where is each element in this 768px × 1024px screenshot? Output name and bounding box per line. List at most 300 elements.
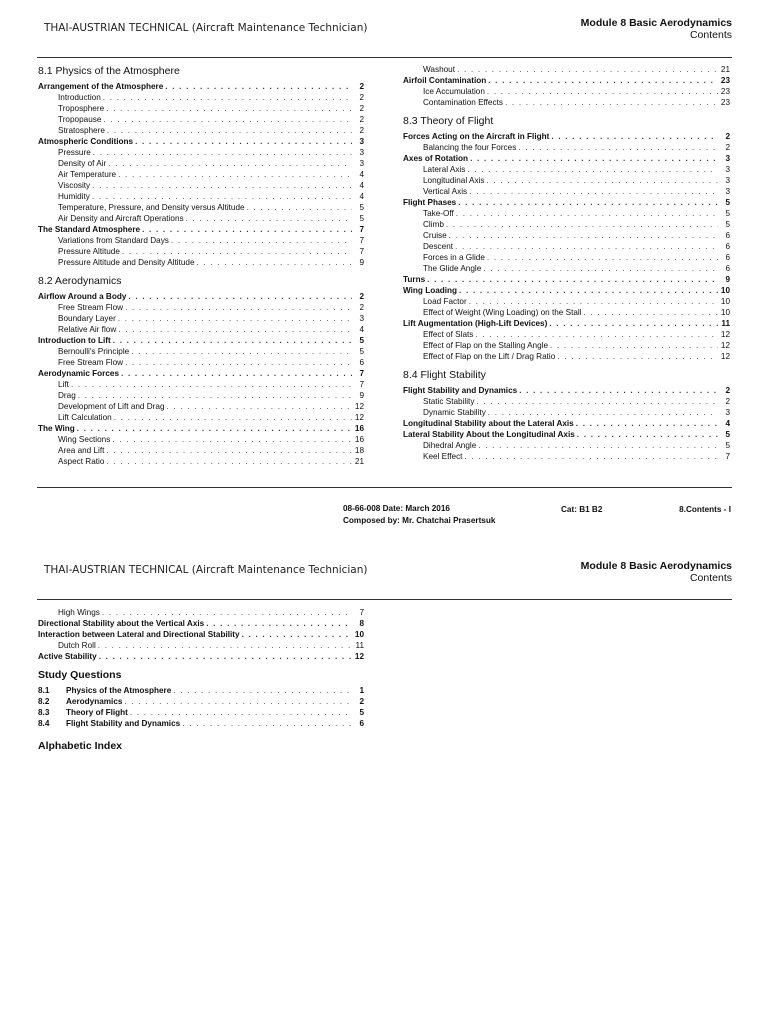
toc-entry-main[interactable] (38, 618, 364, 629)
toc-entry-sub[interactable] (38, 412, 364, 423)
toc-leader-dots (128, 291, 352, 302)
toc-entry-title: Lift Calculation (58, 413, 112, 422)
toc-entry-sub[interactable] (38, 235, 364, 246)
toc-entry-title: Airflow Around a Body (38, 292, 127, 301)
toc-entry-main[interactable] (403, 429, 730, 440)
toc-page-number: 21 (720, 65, 730, 74)
toc-entry-sub[interactable] (38, 401, 364, 412)
toc-entry-title: Load Factor (423, 297, 467, 306)
toc-leader-dots (488, 75, 718, 86)
toc-leader-dots (125, 357, 352, 368)
toc-page-number: 2 (359, 115, 364, 124)
toc-entry-title: Area and Lift (58, 446, 105, 455)
toc-leader-dots (449, 230, 718, 241)
toc-leader-dots (518, 142, 718, 153)
toc-leader-dots (118, 169, 352, 180)
toc-leader-dots (483, 263, 718, 274)
header-section-label-2: Contents (689, 572, 732, 584)
toc-leader-dots (469, 296, 718, 307)
toc-page-number: 5 (725, 220, 730, 229)
toc-entry-sub[interactable] (403, 208, 730, 219)
toc-entry-sub[interactable] (38, 445, 364, 456)
toc-leader-dots (106, 445, 352, 456)
toc-entry-sub[interactable] (403, 175, 730, 186)
toc-page-number: 7 (359, 369, 364, 378)
toc-entry-sub[interactable] (38, 390, 364, 401)
toc-page-number: 9 (359, 391, 364, 400)
toc-entry-sub[interactable] (38, 92, 364, 103)
toc-entry-sub[interactable] (403, 296, 730, 307)
toc-entry-title: Contamination Effects (423, 98, 503, 107)
toc-page-number: 10 (720, 308, 730, 317)
toc-page-number: 2 (359, 126, 364, 135)
footer-category: Cat: B1 B2 (561, 505, 603, 514)
toc-leader-dots (457, 64, 718, 75)
toc-entry-main[interactable] (403, 75, 730, 86)
footer-page-ref: 8.Contents - I (679, 505, 731, 514)
toc-page-number: 6 (359, 358, 364, 367)
toc-entry-title: Dihedral Angle (423, 441, 477, 450)
toc-entry-sub[interactable] (38, 607, 364, 618)
toc-page-number: 2 (359, 697, 364, 706)
toc-entry-title: Keel Effect (423, 452, 463, 461)
toc-leader-dots (118, 313, 352, 324)
toc-leader-dots (108, 158, 352, 169)
toc-entry-title: Density of Air (58, 159, 107, 168)
toc-entry-main[interactable] (38, 291, 364, 302)
toc-page-number: 18 (354, 446, 364, 455)
toc-entry-sub[interactable] (38, 246, 364, 257)
toc-page-number: 23 (720, 87, 730, 96)
toc-entry-main[interactable] (38, 136, 364, 147)
toc-leader-dots (131, 346, 352, 357)
header-section-label: Contents (689, 29, 732, 41)
toc-entry-sub[interactable] (403, 219, 730, 230)
toc-page-number: 4 (359, 181, 364, 190)
toc-page-number: 12 (720, 341, 730, 350)
toc-page-number: 2 (725, 397, 730, 406)
toc-entry-title: Aerodynamic Forces (38, 369, 119, 378)
toc-entry-main[interactable] (38, 368, 364, 379)
toc-leader-dots (488, 407, 718, 418)
toc-page-number: 3 (725, 176, 730, 185)
header-rule (37, 57, 732, 58)
toc-entry-sub[interactable] (38, 202, 364, 213)
toc-entry-main[interactable] (403, 197, 730, 208)
toc-leader-dots (459, 285, 718, 296)
toc-entry-title: Pressure Altitude (58, 247, 120, 256)
toc-page-number: 7 (359, 236, 364, 245)
toc-page-number: 2 (359, 104, 364, 113)
toc-leader-dots (173, 685, 352, 696)
toc-entry-sub[interactable] (38, 180, 364, 191)
toc-leader-dots (584, 307, 718, 318)
toc-page-number: 2 (359, 93, 364, 102)
study-questions-title: Study Questions (38, 669, 122, 681)
toc-entry-sub[interactable] (38, 456, 364, 467)
toc-entry-main[interactable] (38, 423, 364, 434)
toc-entry-title: Longitudinal Stability about the Lateral Axis (403, 419, 574, 428)
toc-page-number: 10 (354, 630, 364, 639)
toc-leader-dots (470, 153, 718, 164)
toc-entry-sub[interactable] (38, 324, 364, 335)
toc-leader-dots (242, 629, 352, 640)
toc-entry-title: Ice Accumulation (423, 87, 485, 96)
toc-entry-sub[interactable] (403, 186, 730, 197)
toc-page-number: 4 (359, 170, 364, 179)
toc-entry-title: Active Stability (38, 652, 97, 661)
toc-leader-dots (247, 202, 352, 213)
footer-rule (37, 487, 732, 488)
toc-entry-title: Airfoil Contamination (403, 76, 487, 85)
toc-entry-title: Effect of Flap on the Lift / Drag Ratio (423, 352, 556, 361)
toc-entry-title: Lateral Axis (423, 165, 466, 174)
toc-entry-sub[interactable] (403, 241, 730, 252)
study-question-number: 8.1 (38, 686, 50, 695)
toc-entry-title: Atmospheric Conditions (38, 137, 134, 146)
toc-leader-dots (475, 329, 718, 340)
toc-page-number: 3 (725, 187, 730, 196)
toc-entry-sub[interactable] (403, 451, 730, 462)
toc-entry-sub[interactable] (38, 346, 364, 357)
toc-entry-title: Flight Stability and Dynamics (403, 386, 518, 395)
toc-page-number: 10 (720, 286, 730, 295)
toc-leader-dots (550, 340, 718, 351)
toc-entry-title: Temperature, Pressure, and Density versus Altitude (58, 203, 245, 212)
toc-leader-dots (557, 351, 718, 362)
toc-entry-title: Troposphere (58, 104, 105, 113)
toc-leader-dots (549, 318, 718, 329)
toc-leader-dots (142, 224, 352, 235)
toc-page-number: 3 (359, 137, 364, 146)
toc-leader-dots (103, 114, 352, 125)
toc-left-column (38, 64, 364, 467)
toc-entry-sub[interactable] (38, 434, 364, 445)
toc-section-title: 8.2 Aerodynamics (38, 275, 122, 287)
toc-entry-sub[interactable] (403, 307, 730, 318)
toc-page-number: 4 (725, 419, 730, 428)
toc-leader-dots (78, 390, 352, 401)
toc-page-number: 21 (354, 457, 364, 466)
toc-leader-dots (165, 81, 352, 92)
toc-entry-title: Aspect Ratio (58, 457, 105, 466)
toc-page2-column (38, 607, 364, 756)
toc-page-number: 5 (725, 430, 730, 439)
toc-entry-title: Tropopause (58, 115, 102, 124)
toc-entry-sub[interactable] (38, 313, 364, 324)
study-question-title: Theory of Flight (66, 708, 128, 717)
toc-page-number: 7 (359, 247, 364, 256)
toc-entry-sub[interactable] (38, 147, 364, 158)
toc-leader-dots (476, 396, 718, 407)
toc-entry-main[interactable] (38, 651, 364, 662)
header-school-title-2: THAI-AUSTRIAN TECHNICAL (Aircraft Maintenance Technician) (44, 564, 368, 576)
toc-page-number: 3 (359, 148, 364, 157)
toc-entry-sub[interactable] (38, 640, 364, 651)
toc-entry-sub[interactable] (38, 213, 364, 224)
toc-leader-dots (93, 147, 352, 158)
study-question-title: Flight Stability and Dynamics (66, 719, 181, 728)
toc-entry-title: Directional Stability about the Vertical Axis (38, 619, 205, 628)
toc-leader-dots (99, 651, 352, 662)
toc-page-number: 5 (359, 347, 364, 356)
toc-leader-dots (92, 180, 352, 191)
toc-entry-main[interactable] (38, 629, 364, 640)
toc-entry-sub[interactable] (38, 114, 364, 125)
toc-entry-main[interactable] (403, 131, 730, 142)
toc-page-number: 7 (359, 608, 364, 617)
toc-entry-title: Free Stream Flow (58, 358, 124, 367)
toc-leader-dots (71, 379, 352, 390)
toc-entry-sub[interactable] (38, 191, 364, 202)
toc-leader-dots (505, 97, 718, 108)
toc-entry-title: Pressure Altitude and Density Altitude (58, 258, 195, 267)
toc-leader-dots (519, 385, 718, 396)
toc-entry-title: Effect of Flap on the Stalling Angle (423, 341, 549, 350)
toc-entry-title: Washout (423, 65, 456, 74)
toc-page-number: 5 (725, 209, 730, 218)
study-question-item[interactable] (38, 696, 364, 707)
toc-leader-dots (467, 164, 718, 175)
toc-entry-title: Dutch Roll (58, 641, 96, 650)
toc-entry-title: Bernoulli's Principle (58, 347, 130, 356)
toc-page-number: 6 (725, 242, 730, 251)
toc-section-title: 8.3 Theory of Flight (403, 115, 494, 127)
toc-leader-dots (427, 274, 718, 285)
toc-page-number: 12 (354, 402, 364, 411)
toc-leader-dots (197, 257, 352, 268)
toc-page-number: 3 (725, 408, 730, 417)
toc-entry-title: Air Temperature (58, 170, 117, 179)
toc-entry-title: Dynamic Stability (423, 408, 486, 417)
toc-entry-title: Climb (423, 220, 444, 229)
toc-page-number: 4 (359, 192, 364, 201)
study-question-number: 8.4 (38, 719, 50, 728)
toc-entry-sub[interactable] (403, 86, 730, 97)
toc-entry-title: Wing Sections (58, 435, 111, 444)
toc-page-number: 8 (359, 619, 364, 628)
toc-leader-dots (577, 429, 718, 440)
toc-leader-dots (125, 302, 352, 313)
study-question-number: 8.2 (38, 697, 50, 706)
toc-leader-dots (478, 440, 718, 451)
toc-page-number: 2 (359, 292, 364, 301)
toc-entry-title: Lateral Stability About the Longitudinal Axis (403, 430, 575, 439)
study-question-number: 8.3 (38, 708, 50, 717)
toc-page-number: 16 (354, 424, 364, 433)
toc-entry-title: Air Density and Aircraft Operations (58, 214, 184, 223)
toc-page-number: 11 (355, 641, 364, 650)
toc-entry-sub[interactable] (403, 351, 730, 362)
toc-entry-title: Humidity (58, 192, 90, 201)
toc-entry-title: Relative Air flow (58, 325, 117, 334)
toc-entry-sub[interactable] (403, 164, 730, 175)
toc-page-number: 5 (725, 441, 730, 450)
toc-entry-title: Forces Acting on the Aircraft in Flight (403, 132, 550, 141)
toc-page-number: 4 (359, 325, 364, 334)
toc-page-number: 6 (359, 719, 364, 728)
toc-page-number: 5 (359, 203, 364, 212)
toc-page-number: 10 (720, 297, 730, 306)
toc-entry-title: Forces in a Glide (423, 253, 485, 262)
toc-leader-dots (446, 219, 718, 230)
toc-entry-sub[interactable] (403, 142, 730, 153)
toc-entry-sub[interactable] (403, 407, 730, 418)
toc-page-number: 12 (720, 330, 730, 339)
toc-entry-sub[interactable] (403, 252, 730, 263)
toc-leader-dots (456, 208, 718, 219)
toc-entry-sub[interactable] (403, 64, 730, 75)
toc-section-title: 8.1 Physics of the Atmosphere (38, 65, 180, 77)
toc-leader-dots (118, 324, 352, 335)
toc-entry-main[interactable] (38, 335, 364, 346)
study-question-item[interactable] (38, 685, 364, 696)
toc-entry-title: Static Stability (423, 397, 475, 406)
footer-composed-by: Composed by: Mr. Chatchai Prasertsuk (343, 516, 496, 525)
toc-leader-dots (182, 718, 352, 729)
toc-leader-dots (487, 252, 718, 263)
toc-page-number: 23 (720, 76, 730, 85)
toc-leader-dots (206, 618, 352, 629)
toc-leader-dots (458, 197, 718, 208)
toc-entry-main[interactable] (403, 318, 730, 329)
toc-entry-main[interactable] (38, 224, 364, 235)
toc-entry-sub[interactable] (38, 257, 364, 268)
toc-entry-title: Vertical Axis (423, 187, 468, 196)
toc-page-number: 5 (359, 708, 364, 717)
toc-page-number: 9 (359, 258, 364, 267)
toc-entry-sub[interactable] (38, 357, 364, 368)
toc-entry-sub[interactable] (403, 440, 730, 451)
toc-entry-title: Arrangement of the Atmosphere (38, 82, 164, 91)
header-module-block-2 (581, 560, 732, 584)
toc-entry-title: The Glide Angle (423, 264, 482, 273)
toc-entry-title: Free Stream Flow (58, 303, 124, 312)
study-question-title: Aerodynamics (66, 697, 123, 706)
footer-doc-info (343, 503, 495, 527)
toc-entry-sub[interactable] (38, 125, 364, 136)
toc-entry-title: Descent (423, 242, 454, 251)
toc-page-number: 1 (359, 686, 364, 695)
toc-leader-dots (106, 103, 352, 114)
toc-page-number: 2 (359, 303, 364, 312)
alphabetic-index-title: Alphabetic Index (38, 740, 123, 752)
toc-leader-dots (112, 434, 352, 445)
toc-page-number: 3 (725, 154, 730, 163)
toc-leader-dots (167, 401, 353, 412)
toc-leader-dots (92, 191, 352, 202)
toc-entry-main[interactable] (38, 81, 364, 92)
toc-page-number: 7 (359, 380, 364, 389)
toc-entry-main[interactable] (403, 274, 730, 285)
toc-entry-title: Drag (58, 391, 76, 400)
toc-leader-dots (487, 86, 718, 97)
toc-entry-title: Longitudinal Axis (423, 176, 485, 185)
toc-leader-dots (135, 136, 352, 147)
toc-entry-title: The Standard Atmosphere (38, 225, 141, 234)
toc-entry-main[interactable] (403, 418, 730, 429)
toc-entry-title: High Wings (58, 608, 100, 617)
toc-entry-title: Viscosity (58, 181, 91, 190)
toc-page-number: 6 (725, 253, 730, 262)
toc-entry-main[interactable] (403, 153, 730, 164)
toc-entry-sub[interactable] (403, 396, 730, 407)
toc-section-title: 8.4 Flight Stability (403, 369, 486, 381)
header-school-title: THAI-AUSTRIAN TECHNICAL (Aircraft Maintenance Technician) (44, 22, 368, 34)
header-module-title: Module 8 Basic Aerodynamics (580, 17, 732, 29)
toc-leader-dots (464, 451, 718, 462)
toc-entry-title: Take-Off (423, 209, 454, 218)
toc-page-number: 7 (725, 452, 730, 461)
toc-entry-title: Stratosphere (58, 126, 105, 135)
toc-entry-sub[interactable] (403, 97, 730, 108)
study-question-item[interactable] (38, 718, 364, 729)
toc-entry-sub[interactable] (38, 379, 364, 390)
toc-entry-main[interactable] (403, 285, 730, 296)
toc-leader-dots (113, 335, 352, 346)
toc-entry-title: Development of Lift and Drag (58, 402, 165, 411)
study-question-title: Physics of the Atmosphere (66, 686, 172, 695)
toc-page-number: 2 (725, 143, 730, 152)
toc-entry-sub[interactable] (38, 103, 364, 114)
toc-entry-main[interactable] (403, 385, 730, 396)
toc-entry-title: Lift Augmentation (High-Lift Devices) (403, 319, 548, 328)
toc-entry-title: Effect of Slats (423, 330, 474, 339)
toc-leader-dots (121, 368, 352, 379)
toc-entry-title: Pressure (58, 148, 91, 157)
toc-entry-sub[interactable] (38, 302, 364, 313)
toc-leader-dots (124, 696, 352, 707)
toc-page-number: 7 (359, 225, 364, 234)
toc-leader-dots (171, 235, 352, 246)
toc-entry-sub[interactable] (403, 263, 730, 274)
study-question-item[interactable] (38, 707, 364, 718)
toc-entry-sub[interactable] (403, 340, 730, 351)
toc-entry-sub[interactable] (403, 329, 730, 340)
toc-entry-title: Turns (403, 275, 426, 284)
toc-leader-dots (486, 175, 718, 186)
toc-leader-dots (186, 213, 352, 224)
toc-entry-title: Effect of Weight (Wing Loading) on the Stall (423, 308, 582, 317)
toc-entry-title: Boundary Layer (58, 314, 116, 323)
toc-page-number: 23 (720, 98, 730, 107)
toc-leader-dots (122, 246, 352, 257)
toc-page-number: 2 (725, 132, 730, 141)
toc-leader-dots (107, 125, 352, 136)
toc-entry-title: Cruise (423, 231, 447, 240)
toc-page-number: 3 (359, 314, 364, 323)
toc-leader-dots (106, 456, 352, 467)
toc-page-number: 3 (725, 165, 730, 174)
toc-entry-title: Flight Phases (403, 198, 457, 207)
toc-entry-sub[interactable] (38, 169, 364, 180)
toc-page-number: 2 (725, 386, 730, 395)
toc-leader-dots (455, 241, 718, 252)
toc-page-number: 11 (721, 319, 730, 328)
footer-doc-date: 08-66-008 Date: March 2016 (343, 504, 450, 513)
toc-page-number: 6 (725, 231, 730, 240)
toc-entry-sub[interactable] (403, 230, 730, 241)
header-module-title-2: Module 8 Basic Aerodynamics (580, 560, 732, 572)
toc-page-number: 9 (725, 275, 730, 284)
toc-page-number: 6 (725, 264, 730, 273)
toc-page-number: 12 (354, 652, 364, 661)
toc-entry-title: Interaction between Lateral and Directional Stability (38, 630, 240, 639)
toc-leader-dots (102, 607, 352, 618)
toc-entry-title: Axes of Rotation (403, 154, 469, 163)
toc-leader-dots (130, 707, 352, 718)
toc-entry-sub[interactable] (38, 158, 364, 169)
